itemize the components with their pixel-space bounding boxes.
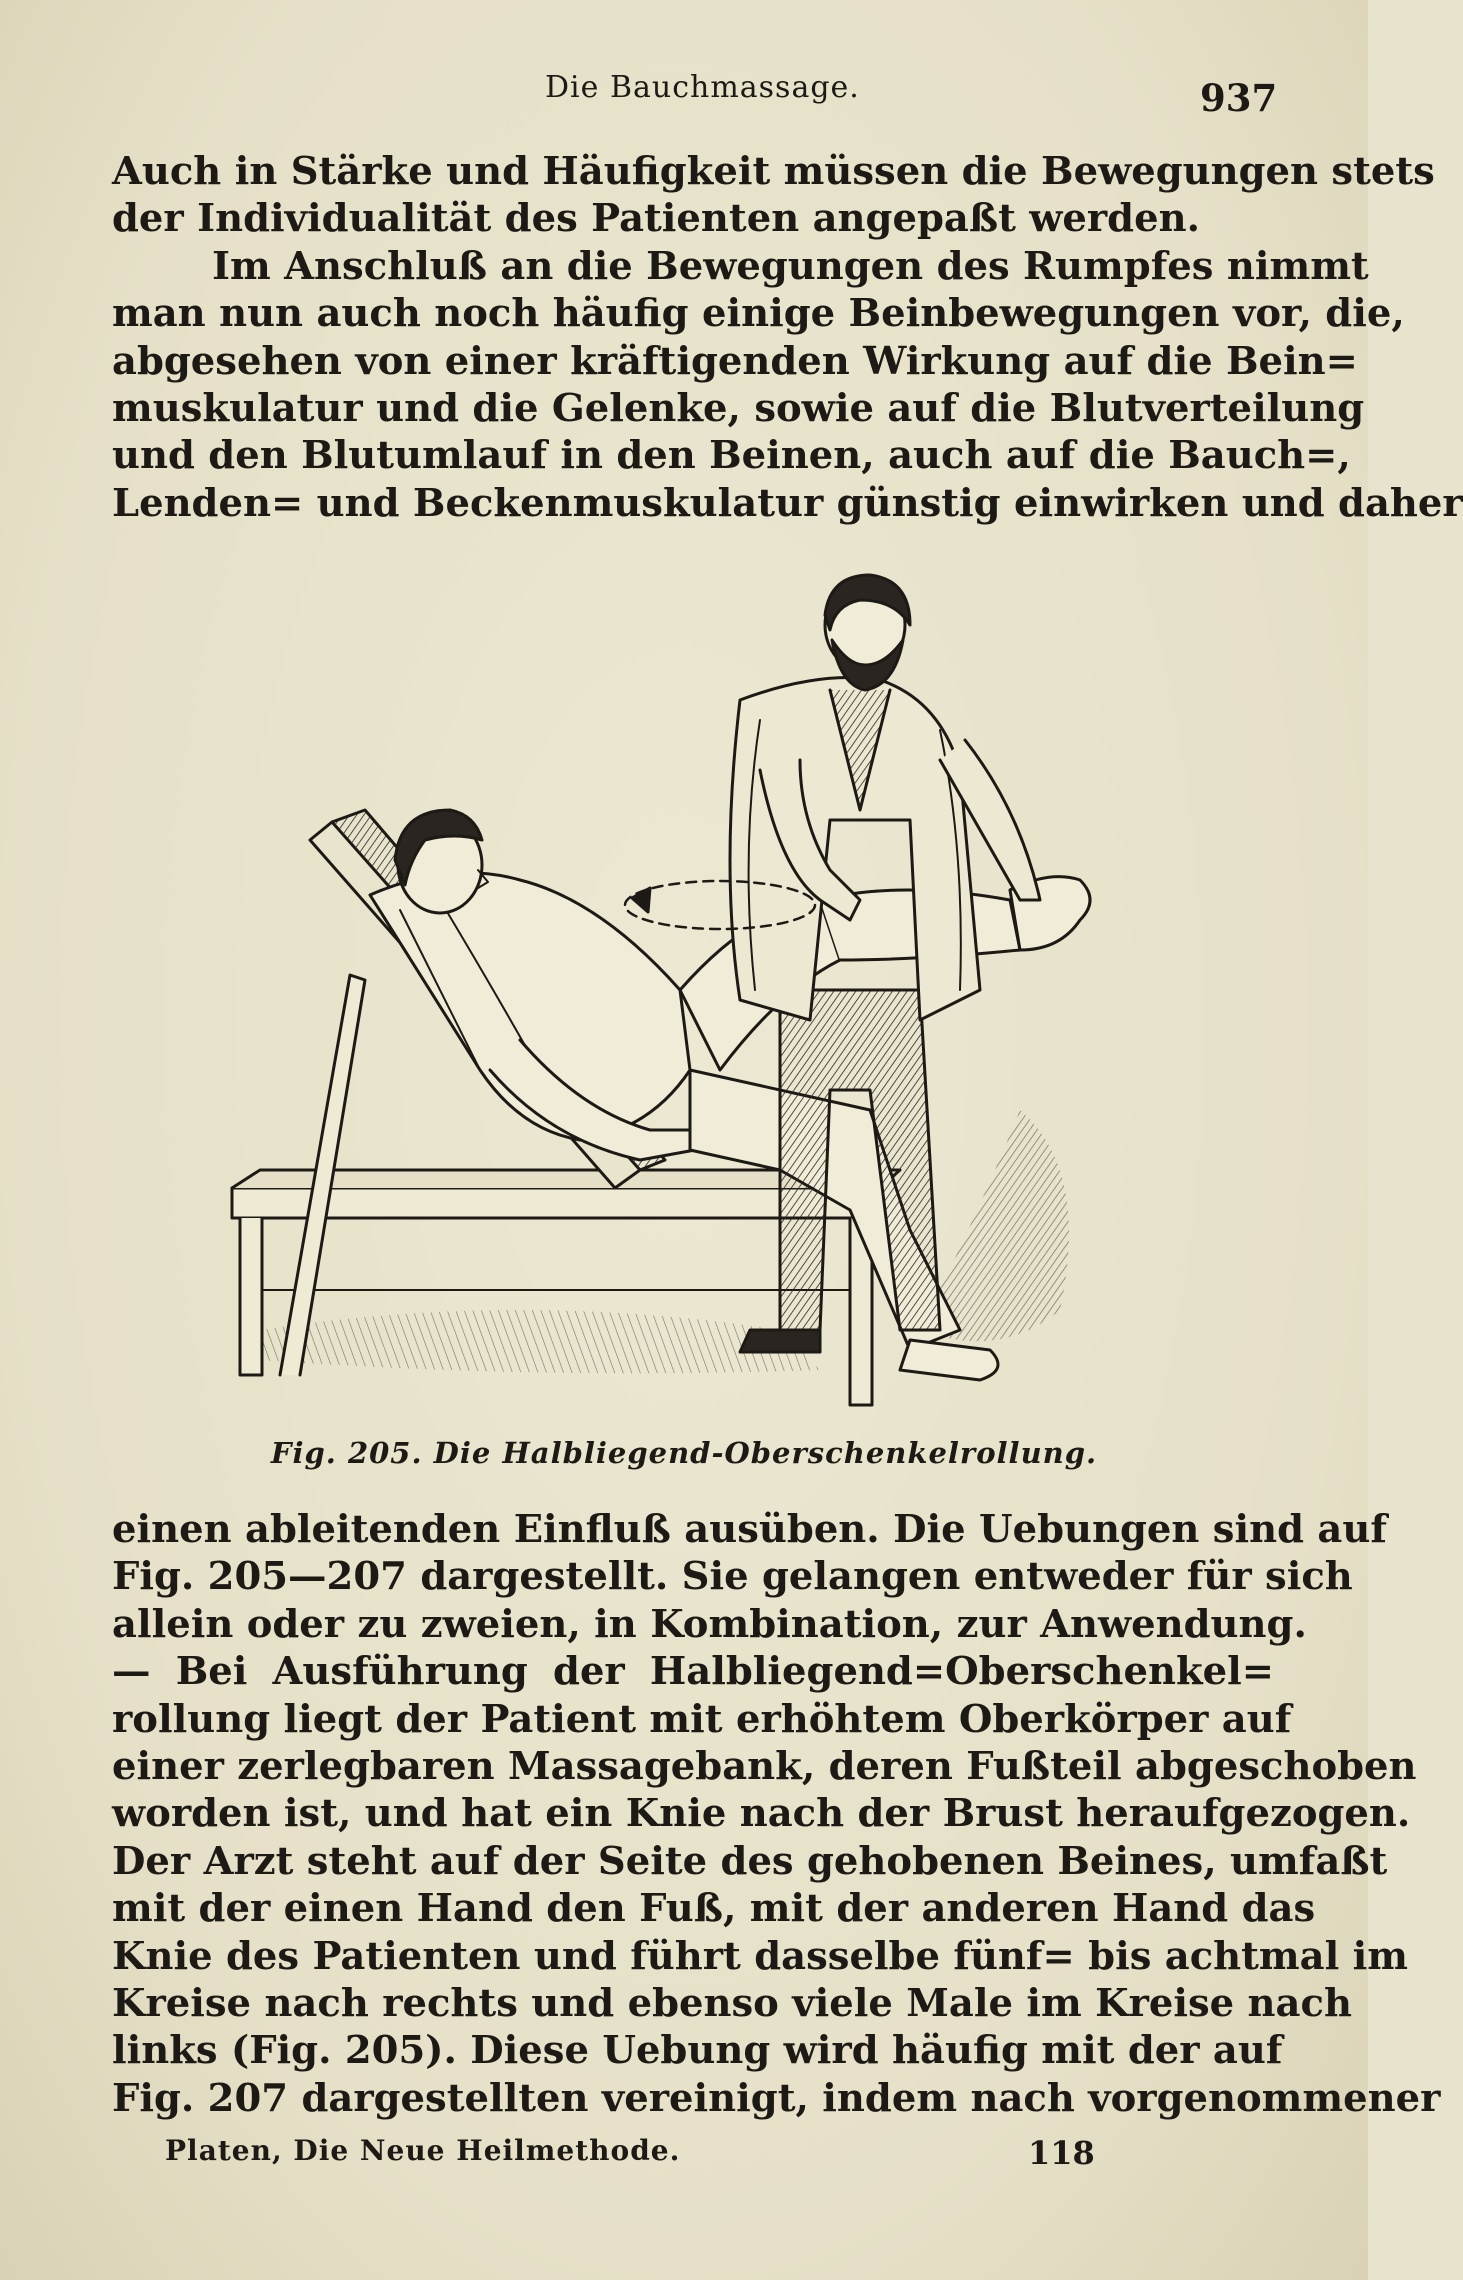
- text-line: allein oder zu zweien, in Kombination, zur Anwendung.: [112, 1601, 1307, 1647]
- massage-illustration: [220, 570, 1150, 1410]
- text-line: einen ableitenden Einfluß ausüben. Die Uebungen sind auf: [112, 1507, 1387, 1552]
- figure-illustration: [220, 570, 1150, 1410]
- text-line: der Individualität des Patienten angepaßt werden.: [112, 196, 1200, 242]
- text-line: rollung liegt der Patient mit erhöhtem Oberkörper auf: [112, 1696, 1292, 1742]
- text-line: muskulatur und die Gelenke, sowie auf die Blutverteilung: [112, 386, 1365, 432]
- text-line: worden ist, und hat ein Knie nach der Brust heraufgezogen.: [112, 1791, 1411, 1837]
- paragraph-bottom: [112, 1506, 1441, 2122]
- footer-source: Platen, Die Neue Heilmethode.: [165, 2134, 681, 2167]
- text-line: Knie des Patienten und führt dasselbe fünf= bis achtmal im: [112, 1933, 1409, 1979]
- text-line: Auch in Stärke und Häufigkeit müssen die Bewegungen stets: [112, 149, 1435, 194]
- running-title: Die Bauchmassage.: [545, 70, 860, 105]
- text-line: Der Arzt steht auf der Seite des gehobenen Beines, umfaßt: [112, 1838, 1388, 1884]
- text-line: Lenden= und Beckenmuskulatur günstig einwirken und daher: [112, 480, 1463, 526]
- text-line: mit der einen Hand den Fuß, mit der anderen Hand das: [112, 1886, 1316, 1932]
- text-line: Im Anschluß an die Bewegungen des Rumpfes nimmt: [212, 243, 1369, 289]
- page-number: 937: [1200, 76, 1278, 120]
- text-line: Kreise nach rechts und ebenso viele Male im Kreise nach: [112, 1981, 1352, 2027]
- text-line: Fig. 205—207 dargestellt. Sie gelangen entweder für sich: [112, 1554, 1353, 1600]
- text-line: Fig. 207 dargestellten vereinigt, indem nach vorgenommener: [112, 2075, 1441, 2121]
- text-line: abgesehen von einer kräftigenden Wirkung auf die Bein=: [112, 338, 1358, 384]
- paragraph-top: [112, 148, 1463, 527]
- figure-caption: Fig. 205. Die Halbliegend-Oberschenkelrollung.: [270, 1436, 1098, 1470]
- signature-mark: 118: [1028, 2134, 1095, 2172]
- text-line: und den Blutumlauf in den Beinen, auch auf die Bauch=,: [112, 433, 1351, 479]
- text-line: man nun auch noch häufig einige Beinbewegungen vor, die,: [112, 291, 1405, 337]
- text-line: einer zerlegbaren Massagebank, deren Fußteil abgeschoben: [112, 1744, 1417, 1790]
- text-line: — Bei Ausführung der Halbliegend=Oberschenkel=: [112, 1649, 1274, 1695]
- text-line: links (Fig. 205). Diese Uebung wird häufig mit der auf: [112, 2028, 1283, 2074]
